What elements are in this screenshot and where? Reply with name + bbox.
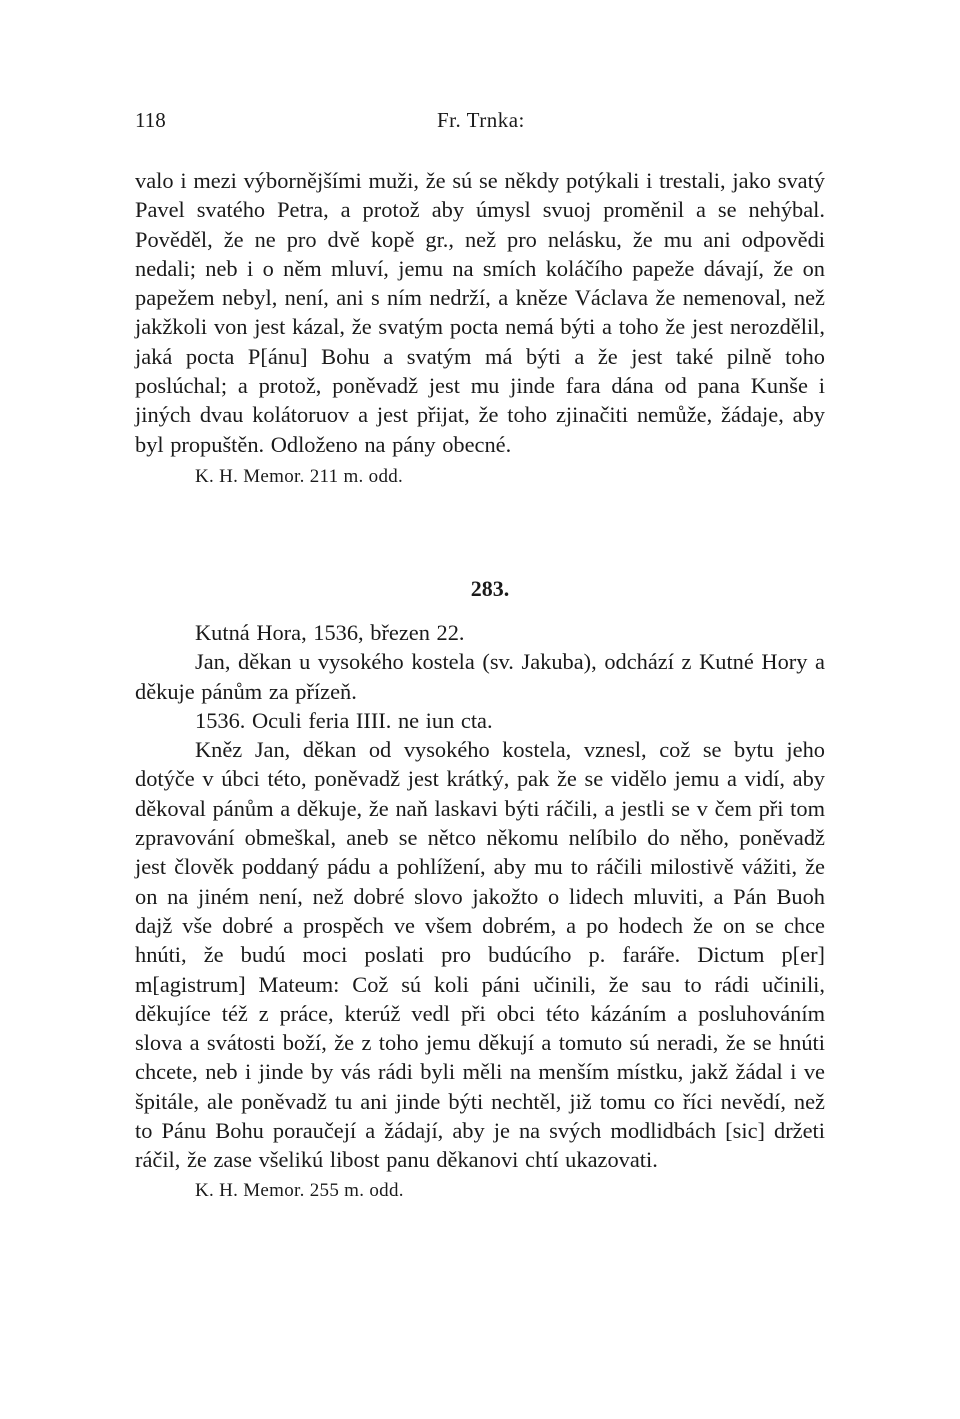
continued-paragraph: valo i mezi výbornějšími muži, že sú se někdy potýkali i trestali, jako svatý Pavel svatého Petra, a protož aby úmysl svuoj proměnil a se nehýbal. Pověděl, že ne pro dvě kopě gr., než pro nelásku, že mu ani odpovědi nedali; neb i o něm mluví, jemu na smích koláčího papeže dávají, že on papežem nebyl, není, ani s ním nedrží, a kněze Václava že nemenoval, než jakžkoli von jest kázal, že svatým pocta nemá býti a toho že jest nerozdělil, jaká pocta P[ánu] Bohu a svatým má býti a že jest také pilně toho poslúchal; a protož, poněvadž jest mu jinde fara dána od pana Kunše i jiných dvau kolátoruov a jest přijat, že toho zjinačiti nemůže, žádaje, aby byl propuštěn. Odloženo na pány obecné. [135, 168, 825, 457]
source-reference: K. H. Memor. 255 m. odd. [195, 1179, 404, 1201]
document-summary: Jan, děkan u vysokého kostela (sv. Jakuba), odchází z Kutné Hory a děkuje pánům za přízeň. [135, 649, 825, 704]
document-entry [135, 618, 825, 1203]
continued-entry [135, 166, 825, 489]
page-number: 118 [135, 108, 166, 132]
running-head [135, 108, 825, 138]
document-body: Kněz Jan, děkan od vysokého kostela, vznesl, což se bytu jeho dotýče v úbci této, poněvadž jest krátký, pak že se vidělo jemu a vidí, aby děkoval pánům a děkuje, že naň laskavi býti ráčili, a jestli se v čem při tom zpravování obmeškal, aneb se nětco někomu nelíbilo do něho, poněvadž jest člověk poddaný pádu a pohlížení, aby mu to ráčili milostivě vážiti, že on na jiném není, než dobré slovo jakožto o lidech mluviti, a Pán Buoh dajž vše dobré a prospěch ve všem dobrém, a po hodech že on se chce hnúti, že budú moci poslati pro budúcího p. faráře. Dictum p[er] m[agistrum] Mateum: Což sú koli páni učinili, že sau to rádi učinili, děkujíce též z práce, kterúž vedl při obci této kázáním a posluhováním slova a svátosti boží, že z toho jemu děkují a tomuto sú neradi, že se hnúti chcete, neb i jinde by vás rádi byli měli na menším místku, jakž žádal i ve špitále, ale poněvadž tu ani jinde býti nechtěl, již tomu co říci nevědí, než to Pánu Bohu poraučejí a žádají, aby je na svých modlidbách [sic] držeti ráčil, že zase všelikú libost panu děkanovi chtí ukazovati. [135, 737, 825, 1173]
document-number: 283. [470, 576, 510, 601]
place-date: Kutná Hora, 1536, březen 22. [195, 620, 465, 645]
source-reference: K. H. Memor. 211 m. odd. [195, 465, 404, 487]
document-dating: 1536. Oculi feria IIII. ne iun cta. [195, 707, 493, 733]
running-title: Fr. Trnka: [437, 108, 525, 132]
